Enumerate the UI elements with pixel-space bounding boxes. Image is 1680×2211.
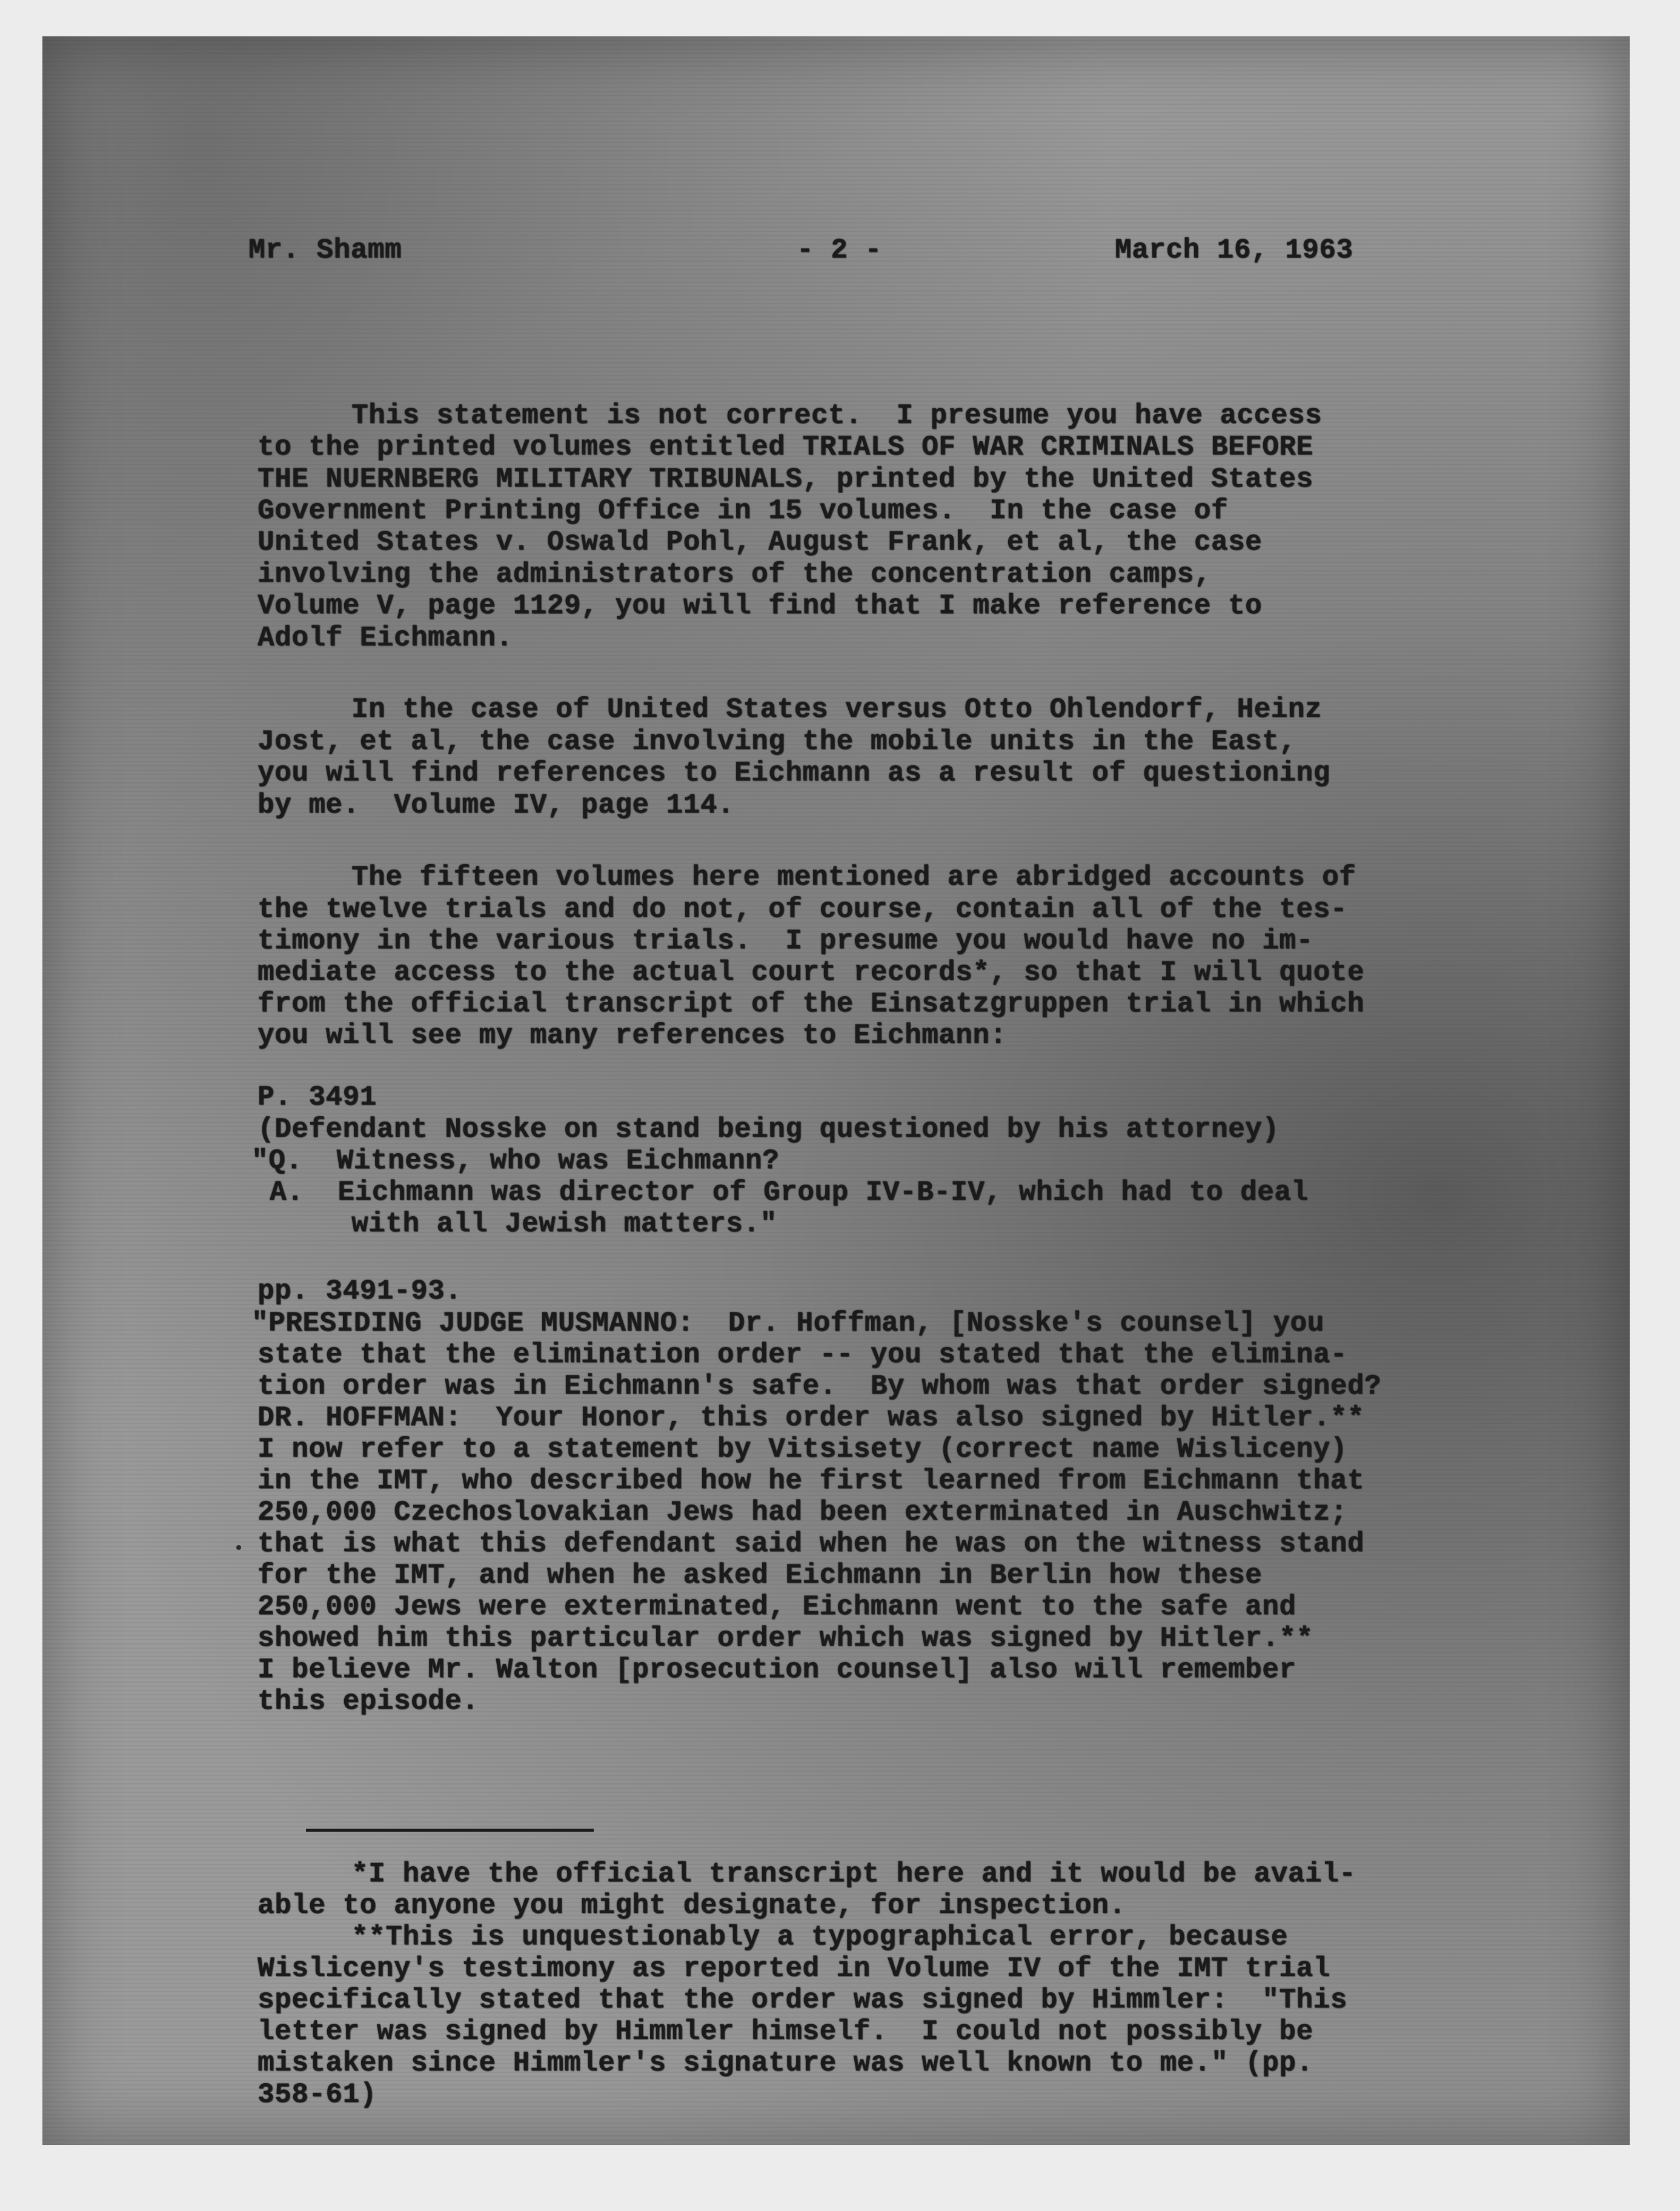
- body-line: that is what this defendant said when he was on the witness stand: [257, 1528, 1364, 1560]
- body-line: "PRESIDING JUDGE MUSMANNO: Dr. Hoffman, [Nosske's counsel] you: [251, 1308, 1324, 1339]
- footnote-line: **This is unquestionably a typographical error, because: [351, 1921, 1288, 1953]
- body-line: the twelve trials and do not, of course, contain all of the tes-: [257, 894, 1347, 925]
- body-line: in the IMT, who described how he first learned from Eichmann that: [257, 1465, 1364, 1497]
- body-line: A. Eichmann was director of Group IV-B-IV, which had to deal: [270, 1177, 1309, 1208]
- body-line: from the official transcript of the Einsatzgruppen trial in which: [257, 988, 1364, 1020]
- body-line: mediate access to the actual court records*, so that I will quote: [257, 957, 1364, 988]
- transcript-page-ref: pp. 3491-93.: [257, 1275, 462, 1307]
- body-line: you will find references to Eichmann as a result of questioning: [257, 757, 1330, 789]
- page-number: - 2 -: [797, 234, 882, 266]
- body-line: with all Jewish matters.": [351, 1208, 777, 1240]
- body-line: Jost, et al, the case involving the mobile units in the East,: [257, 726, 1297, 757]
- body-line: state that the elimination order -- you stated that the elimina-: [257, 1339, 1347, 1371]
- footnote-line: letter was signed by Himmler himself. I could not possibly be: [257, 2016, 1313, 2047]
- body-line: I now refer to a statement by Vitsisety (correct name Wisliceny): [257, 1434, 1347, 1465]
- document-page: [42, 36, 1630, 2145]
- body-line: Government Printing Office in 15 volumes. In the case of: [257, 495, 1228, 527]
- body-line: This statement is not correct. I presume you have access: [351, 400, 1322, 431]
- footnote-separator: [306, 1829, 594, 1832]
- letter-date: March 16, 1963: [1115, 234, 1353, 266]
- body-line: tion order was in Eichmann's safe. By whom was that order signed?: [257, 1371, 1381, 1402]
- footnote-line: *I have the official transcript here and it would be avail-: [351, 1858, 1356, 1890]
- body-line: In the case of United States versus Otto Ohlendorf, Heinz: [351, 694, 1322, 725]
- body-line: timony in the various trials. I presume you would have no im-: [257, 925, 1313, 957]
- addressee: Mr. Shamm: [248, 234, 402, 266]
- body-line: showed him this particular order which was signed by Hitler.**: [257, 1623, 1313, 1654]
- transcript-page-ref: P. 3491: [257, 1082, 377, 1113]
- body-line: by me. Volume IV, page 114.: [257, 790, 734, 821]
- body-line: "Q. Witness, who was Eichmann?: [251, 1145, 780, 1177]
- body-line: 250,000 Czechoslovakian Jews had been exterminated in Auschwitz;: [257, 1497, 1347, 1528]
- body-line: United States v. Oswald Pohl, August Frank, et al, the case: [257, 527, 1263, 558]
- scan-speck: [236, 1545, 241, 1550]
- body-line: for the IMT, and when he asked Eichmann in Berlin how these: [257, 1560, 1263, 1591]
- body-line: (Defendant Nosske on stand being questioned by his attorney): [257, 1114, 1280, 1145]
- body-line: THE NUERNBERG MILITARY TRIBUNALS, printed by the United States: [257, 464, 1313, 495]
- body-line: involving the administrators of the concentration camps,: [257, 559, 1211, 590]
- body-line: The fifteen volumes here mentioned are abridged accounts of: [351, 862, 1356, 893]
- body-line: DR. HOFFMAN: Your Honor, this order was also signed by Hitler.**: [257, 1402, 1364, 1434]
- body-line: this episode.: [257, 1686, 479, 1717]
- body-line: you will see my many references to Eichmann:: [257, 1020, 1007, 1051]
- body-line: Volume V, page 1129, you will find that I make reference to: [257, 590, 1263, 622]
- footnote-line: able to anyone you might designate, for inspection.: [257, 1890, 1126, 1921]
- footnote-line: specifically stated that the order was signed by Himmler: "This: [257, 1984, 1347, 2016]
- footnote-line: Wisliceny's testimony as reported in Volume IV of the IMT trial: [257, 1953, 1330, 1984]
- footnote-line: mistaken since Himmler's signature was well known to me." (pp.: [257, 2047, 1313, 2079]
- body-line: Adolf Eichmann.: [257, 622, 513, 654]
- body-line: I believe Mr. Walton [prosecution counsel] also will remember: [257, 1654, 1297, 1686]
- footnote-line: 358-61): [257, 2079, 377, 2110]
- body-line: 250,000 Jews were exterminated, Eichmann went to the safe and: [257, 1591, 1297, 1623]
- body-line: to the printed volumes entitled TRIALS OF WAR CRIMINALS BEFORE: [257, 431, 1313, 463]
